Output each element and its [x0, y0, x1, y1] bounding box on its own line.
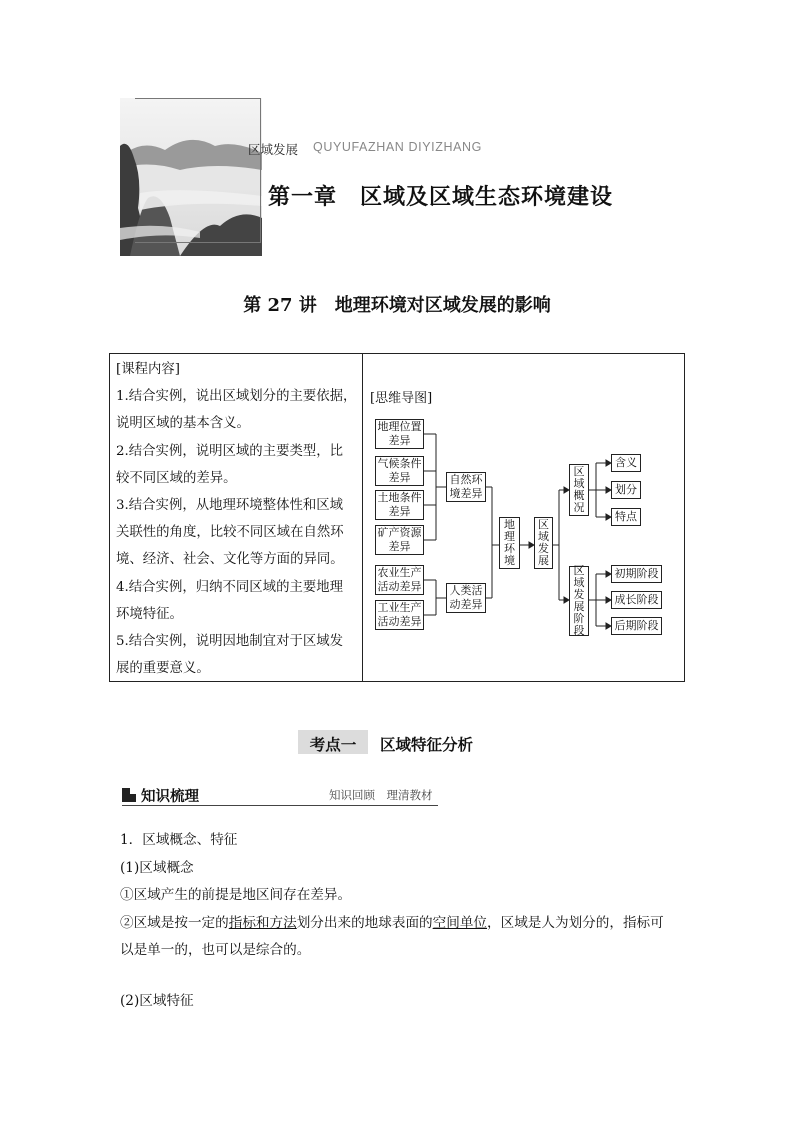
node-late-stage: 后期阶段 [611, 617, 662, 635]
node-regional-development: 区域发展 [534, 517, 553, 569]
course-line: 境、经济、社会、文化等方面的异同。 [116, 552, 344, 568]
node-growth-stage: 成长阶段 [611, 591, 662, 609]
node-early-stage: 初期阶段 [611, 565, 662, 583]
course-line: 5.结合实例，说明因地制宜对于区域发 [116, 634, 344, 650]
course-line: 1.结合实例，说出区域划分的主要依据， [116, 389, 357, 405]
course-line: 4.结合实例，归纳不同区域的主要地理 [116, 579, 344, 595]
node-development-stages: 区域发展阶段 [569, 566, 589, 636]
lecture-title: 第 27 讲 地理环境对区域发展的影响 [243, 295, 551, 316]
chapter-title: 第一章 区域及区域生态环境建设 [268, 185, 614, 210]
body-heading-2: (1)区域概念 [120, 860, 194, 876]
body-paragraph-3: 以是单一的，也可以是综合的。 [120, 942, 311, 958]
underline-indicator-method: 指标和方法 [228, 915, 297, 931]
body-paragraph-2: ②区域是按一定的指标和方法划分出来的地球表面的空间单位，区域是人为划分的，指标可 [120, 915, 664, 931]
knowledge-rule [122, 805, 438, 806]
node-agriculture-difference: 农业生产 活动差异 [375, 565, 424, 595]
node-characteristics: 特点 [611, 508, 641, 526]
course-line: 说明区域的基本含义。 [116, 416, 250, 432]
course-line: 较不同区域的差异。 [116, 470, 237, 486]
node-climate-difference: 气候条件 差异 [375, 456, 424, 486]
course-line: 环境特征。 [116, 606, 183, 622]
course-line: 展的重要意义。 [116, 661, 210, 677]
node-meaning: 含义 [611, 454, 641, 472]
knowledge-square-icon [122, 787, 136, 801]
body-heading-3: (2)区域特征 [120, 993, 194, 1009]
node-mineral-difference: 矿产资源 差异 [375, 525, 424, 555]
knowledge-title: 知识梳理 [141, 789, 199, 805]
node-land-difference: 土地条件 差异 [375, 490, 424, 520]
node-location-difference: 地理位置 差异 [375, 419, 424, 449]
knowledge-subtitle: 知识回顾 理清教材 [329, 788, 433, 802]
series-label: 区域发展 [248, 142, 299, 157]
course-line: 2.结合实例，说明区域的主要类型，比 [116, 443, 344, 459]
section-title: 区域特征分析 [380, 736, 474, 754]
mindmap-label: [思维导图] [370, 391, 433, 406]
node-industry-difference: 工业生产 活动差异 [375, 600, 424, 630]
body-paragraph-1: ①区域产生的前提是地区间存在差异。 [120, 887, 352, 903]
underline-spatial-unit: 空间单位 [432, 915, 488, 931]
series-pinyin: QUYUFAZHAN DIYIZHANG [313, 140, 482, 154]
node-natural-environment: 自然环 境差异 [446, 472, 486, 502]
node-division: 划分 [611, 481, 641, 499]
course-line: 关联性的角度，比较不同区域在自然环 [116, 525, 344, 541]
body-heading-1: 1．区域概念、特征 [120, 832, 238, 848]
section-label: 考点一 [309, 735, 357, 754]
node-region-overview: 区域概况 [569, 464, 589, 516]
node-geographic-environment: 地理环境 [499, 517, 520, 569]
node-human-activity: 人类活 动差异 [446, 583, 486, 613]
course-line: [课程内容] [116, 362, 181, 377]
course-line: 3.结合实例，从地理环境整体性和区域 [116, 498, 344, 514]
